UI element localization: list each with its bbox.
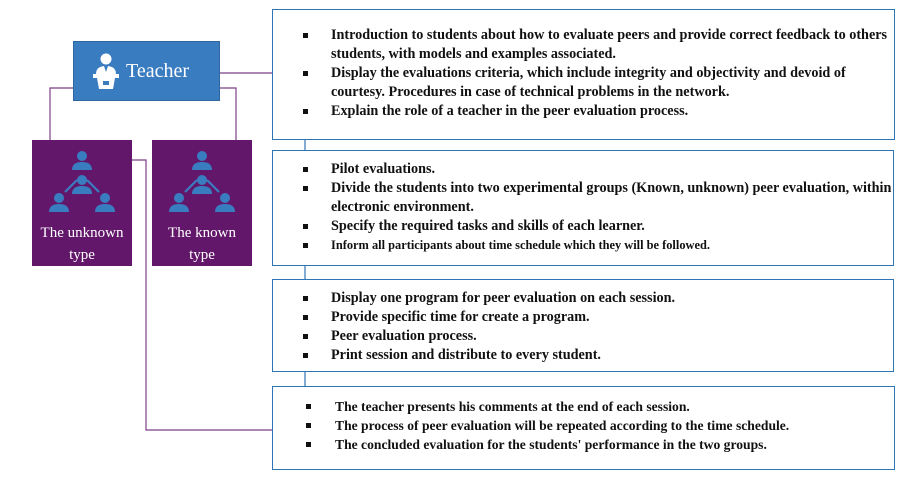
list-item: The process of peer evaluation will be repeated according to the time schedule. — [273, 416, 894, 435]
list-item: Print session and distribute to every student. — [273, 346, 893, 365]
list-item: Explain the role of a teacher in the peer evaluation process. — [273, 102, 894, 121]
step-box-3 — [272, 279, 894, 372]
teacher-node — [73, 41, 220, 101]
unknown-type-label: The unknown type — [40, 225, 124, 263]
list-item: Display the evaluations criteria, which include integrity and objectivity and devoid of courtesy. Procedures in case of technical problems in the network. — [273, 64, 894, 102]
step-3-list — [273, 289, 893, 365]
list-item: Display one program for peer evaluation on each session. — [273, 289, 893, 308]
list-item: The concluded evaluation for the students' performance in the two groups. — [273, 435, 894, 454]
connector-teacher-to-known — [220, 88, 236, 140]
step-2-list — [273, 160, 893, 255]
step-4-list — [273, 397, 894, 454]
teacher-at-podium-icon — [91, 52, 121, 90]
list-item: Specify the required tasks and skills of each learner. — [273, 217, 893, 236]
group-network-icon — [152, 146, 252, 222]
step-box-1 — [272, 9, 895, 140]
group-network-icon — [32, 146, 132, 222]
list-item: Introduction to students about how to evaluate peers and provide correct feedback to others students, with models and examples associated. — [273, 26, 894, 64]
known-type-label: The known type — [168, 225, 236, 263]
list-item: The teacher presents his comments at the end of each session. — [273, 397, 894, 416]
step-1-list — [273, 26, 894, 121]
step-box-4 — [272, 386, 895, 470]
list-item: Peer evaluation process. — [273, 327, 893, 346]
list-item: Inform all participants about time schedule which they will be followed. — [273, 236, 893, 255]
list-item: Pilot evaluations. — [273, 160, 893, 179]
list-item: Provide specific time for create a program. — [273, 308, 893, 327]
unknown-type-node — [32, 140, 132, 266]
teacher-label: Teacher — [126, 59, 189, 82]
known-type-node — [152, 140, 252, 266]
list-item: Divide the students into two experimental groups (Known, unknown) peer evaluation, within electronic environment. — [273, 179, 893, 217]
step-box-2 — [272, 150, 894, 266]
connector-teacher-to-unknown — [50, 88, 73, 140]
